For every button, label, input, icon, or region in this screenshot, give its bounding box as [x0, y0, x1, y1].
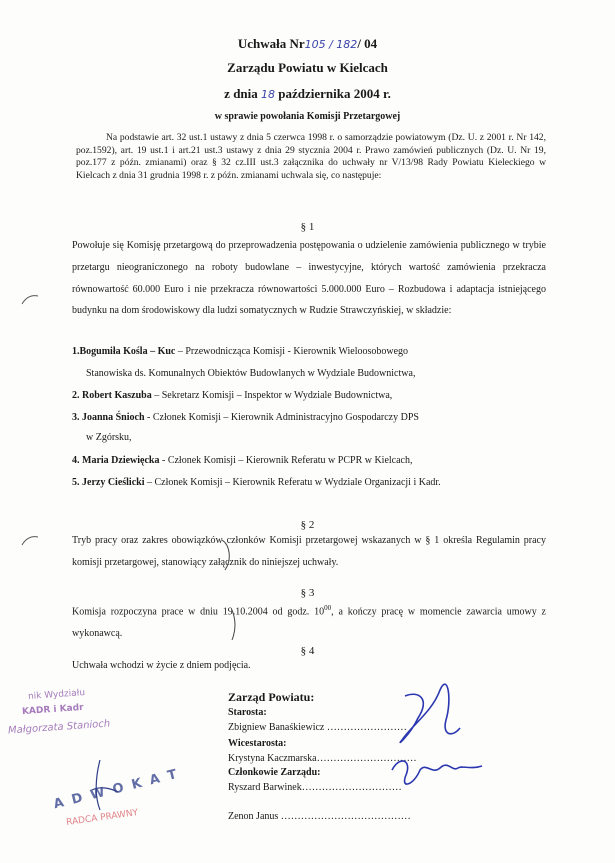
- department-stamp-line3: Małgorzata Stanioch: [7, 718, 111, 737]
- member-3-continued: w Zgórsku,: [86, 432, 132, 443]
- resolution-org: Zarządu Powiatu w Kielcach: [227, 60, 388, 75]
- section-3-text: Komisja rozpoczyna prace w dniu 19.10.2004 od godz. $10^{00}$, a kończy pracę w momencie zawarcia umowy z wykonawcą.: [72, 604, 546, 640]
- board-member-2: Zenon Janus …………………………………: [228, 811, 411, 822]
- margin-arc-icon: [20, 533, 40, 547]
- legal-basis-paragraph: Na podstawie art. 32 ust.1 ustawy z dnia 5 czerwca 1998 r. o samorządzie powiatowym (Dz. U. z 2001 r. Nr 142, poz.1592), art. 19 ust.1 i art.21 ust.3 ustawy z dnia 29 stycznia 2004 r. Prawo zamówień publicznych (Dz. U. Nr 19, poz.177 z późn. zmianami) oraz § 32 cz.III ust.3 załącznika do uchwały nr V/13/98 Rady Powiatu Kieleckiego w Kielcach z dnia 31 grudnia 1998 r. z późn. zmianami uchwala się, co następuje:: [76, 132, 546, 181]
- resolution-date: z dnia 18 października 2004 r.: [224, 86, 391, 101]
- section-2-text: Tryb pracy oraz zakres obowiązków członków Komisji przetargowej wskazanych w § 1 określa Regulamin pracy komisji przetargowej, stanowiący załącznik do niniejszej uchwały.: [72, 535, 546, 568]
- handwritten-resolution-number: 105 / 182: [304, 38, 358, 51]
- board-members-label: Członkowie Zarządu:: [228, 767, 321, 778]
- resolution-title: Uchwała Nr105 / 182/ 04: [237, 36, 378, 51]
- starosta-label: Starosta:: [228, 707, 267, 718]
- member-3: 3. Joanna Śnioch - Członek Komisji – Kierownik Administracyjno Gospodarczy DPS: [72, 412, 419, 423]
- section-1-text: Powołuje się Komisję przetargową do przeprowadzenia postępowania o udzielenie zamówienia publicznego w trybie przetargu nieograniczonego na roboty budowlane – inwestycyjne, których wartość zamówienia przekracza równowartość 60.000 Euro i nie przekracza równowartości 5.000.000 Euro – Rozbudowa i adaptacja istniejącego budynku na dom środowiskowy dla ludzi somatycznych w Rudzie Strawczyńskiej, w składzie:: [72, 240, 546, 317]
- section-4-heading: § 4: [300, 645, 315, 657]
- wicestarosta-name: Krystyna Kaczmarska…………………………: [228, 753, 417, 764]
- section-1-heading: § 1: [300, 221, 315, 233]
- member-2: 2. Robert Kaszuba – Sekretarz Komisji – Inspektor w Wydziale Budownictwa,: [72, 390, 393, 401]
- board-heading: Zarząd Powiatu:: [228, 690, 315, 704]
- wicestarosta-label: Wicestarosta:: [228, 738, 287, 749]
- member-5: 5. Jerzy Cieślicki – Członek Komisji – Kierownik Referatu w Wydziale Organizacji i Kadr.: [72, 477, 441, 488]
- starosta-name: Zbigniew Banaśkiewicz ……………………: [228, 722, 407, 733]
- handwritten-day: 18: [261, 88, 276, 101]
- department-stamp-line1: nik Wydziału: [27, 688, 86, 702]
- member-4: 4. Maria Dziewięcka - Członek Komisji – Kierownik Referatu w PCPR w Kielcach,: [72, 455, 413, 466]
- section-4-text: Uchwała wchodzi w życie z dniem podjęcia.: [72, 660, 251, 671]
- department-stamp-line2: KADR i Kadr: [21, 702, 84, 718]
- member-1-continued: Stanowiska ds. Komunalnych Obiektów Budowlanych w Wydziale Budownictwa,: [86, 368, 416, 379]
- resolution-subject: w sprawie powołania Komisji Przetargowej: [214, 111, 401, 122]
- section-2-heading: § 2: [300, 519, 315, 531]
- margin-arc-icon: [20, 292, 40, 306]
- advocate-stamp-line2: RADCA PRAWNY: [65, 808, 139, 828]
- advocate-stamp-line1: A D W O K A T: [52, 766, 181, 813]
- section-3-heading: § 3: [300, 587, 315, 599]
- member-1: 1.Bogumiła Kośla – Kuc – Przewodnicząca Komisji - Kierownik Wieloosobowego: [72, 346, 409, 357]
- board-member-1: Ryszard Barwinek…………………………: [228, 782, 402, 793]
